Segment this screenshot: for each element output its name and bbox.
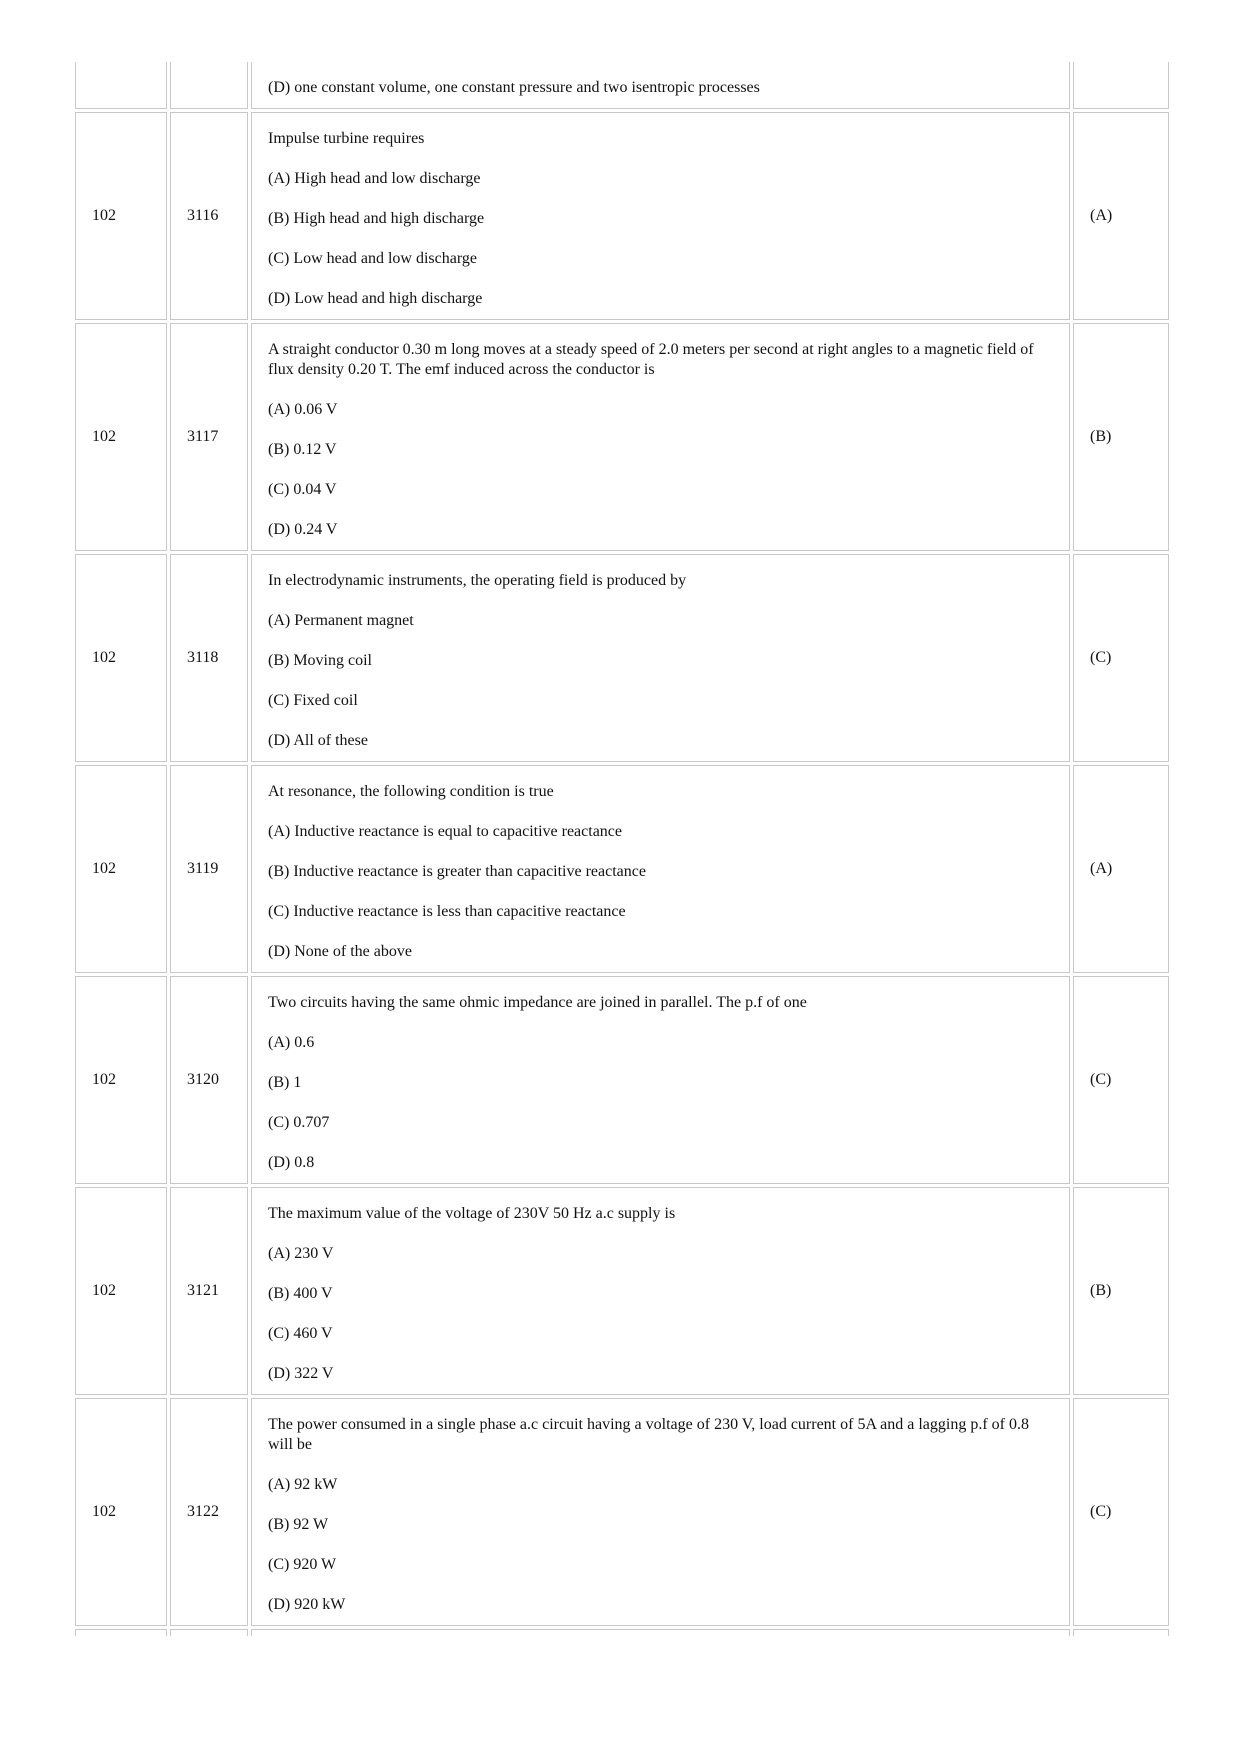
paper-cell: 102 bbox=[75, 112, 167, 320]
paper-cell: 102 bbox=[75, 765, 167, 973]
question-cell bbox=[251, 554, 1070, 762]
question-cell bbox=[251, 1398, 1070, 1626]
answer-cell bbox=[1073, 1629, 1169, 1636]
option-a: (A) 92 kW bbox=[268, 1476, 338, 1493]
question-id-cell bbox=[170, 62, 248, 109]
answer-cell: (A) bbox=[1073, 112, 1169, 320]
table-row bbox=[75, 554, 1169, 762]
answer-cell: (C) bbox=[1073, 1398, 1169, 1626]
option-d: (D) None of the above bbox=[268, 943, 412, 960]
answer-cell: (A) bbox=[1073, 765, 1169, 973]
question-id-cell: 3121 bbox=[170, 1187, 248, 1395]
option-a: (A) High head and low discharge bbox=[268, 170, 481, 187]
question-id-cell: 3116 bbox=[170, 112, 248, 320]
paper-cell: 102 bbox=[75, 1398, 167, 1626]
question-id-cell: 3118 bbox=[170, 554, 248, 762]
question-id-cell: 3119 bbox=[170, 765, 248, 973]
table-row-continuation bbox=[75, 1629, 1169, 1636]
question-cell bbox=[251, 112, 1070, 320]
option-b: (B) High head and high discharge bbox=[268, 210, 485, 227]
answer-cell: (B) bbox=[1073, 323, 1169, 551]
answer-cell: (C) bbox=[1073, 976, 1169, 1184]
question-cell bbox=[251, 62, 1070, 109]
option-c: (C) 920 W bbox=[268, 1556, 337, 1573]
table-row bbox=[75, 765, 1169, 973]
question-text: At resonance, the following condition is true bbox=[268, 783, 554, 800]
paper-cell bbox=[75, 62, 167, 109]
question-cell bbox=[251, 323, 1070, 551]
paper-cell: 102 bbox=[75, 976, 167, 1184]
option-d: (D) 920 kW bbox=[268, 1596, 346, 1613]
option-b: (B) 400 V bbox=[268, 1285, 333, 1302]
option-b: (B) Moving coil bbox=[268, 652, 372, 669]
option-d: (D) 322 V bbox=[268, 1365, 334, 1382]
question-id-cell bbox=[170, 1629, 248, 1636]
question-text: The power consumed in a single phase a.c circuit having a voltage of 230 V, load current of 5A and a lagging p.f of 0.8 will be bbox=[268, 1416, 1029, 1453]
question-cell bbox=[251, 765, 1070, 973]
option-b: (B) 1 bbox=[268, 1074, 302, 1091]
question-text: In electrodynamic instruments, the operating field is produced by bbox=[268, 572, 687, 589]
option-c: (C) 0.04 V bbox=[268, 481, 337, 498]
question-text: A straight conductor 0.30 m long moves at a steady speed of 2.0 meters per second at right angles to a magnetic field of flux density 0.20 T. The emf induced across the conductor is bbox=[268, 341, 1034, 378]
question-id-cell: 3122 bbox=[170, 1398, 248, 1626]
answer-cell bbox=[1073, 62, 1169, 109]
table-row bbox=[75, 1187, 1169, 1395]
question-text: Impulse turbine requires bbox=[268, 130, 425, 147]
option-c: (C) Inductive reactance is less than capacitive reactance bbox=[268, 903, 626, 920]
question-table bbox=[72, 59, 1172, 1639]
option-d: (D) Low head and high discharge bbox=[268, 290, 483, 307]
option-d: (D) one constant volume, one constant pressure and two isentropic processes bbox=[268, 79, 760, 96]
question-text: Two circuits having the same ohmic impedance are joined in parallel. The p.f of one bbox=[268, 994, 807, 1011]
option-c: (C) 460 V bbox=[268, 1325, 333, 1342]
option-a: (A) 230 V bbox=[268, 1245, 334, 1262]
question-id-cell: 3117 bbox=[170, 323, 248, 551]
option-a: (A) 0.06 V bbox=[268, 401, 338, 418]
option-d: (D) All of these bbox=[268, 732, 368, 749]
option-d: (D) 0.24 V bbox=[268, 521, 338, 538]
question-text: The maximum value of the voltage of 230V 50 Hz a.c supply is bbox=[268, 1205, 676, 1222]
question-cell bbox=[251, 976, 1070, 1184]
table-row bbox=[75, 112, 1169, 320]
paper-cell: 102 bbox=[75, 323, 167, 551]
option-d: (D) 0.8 bbox=[268, 1154, 315, 1171]
option-a: (A) Inductive reactance is equal to capacitive reactance bbox=[268, 823, 623, 840]
question-cell bbox=[251, 1629, 1070, 1636]
option-b: (B) 0.12 V bbox=[268, 441, 337, 458]
table-row bbox=[75, 62, 1169, 109]
table-row bbox=[75, 323, 1169, 551]
option-b: (B) Inductive reactance is greater than capacitive reactance bbox=[268, 863, 646, 880]
paper-cell bbox=[75, 1629, 167, 1636]
answer-cell: (B) bbox=[1073, 1187, 1169, 1395]
question-cell bbox=[251, 1187, 1070, 1395]
option-a: (A) 0.6 bbox=[268, 1034, 315, 1051]
option-c: (C) Fixed coil bbox=[268, 692, 358, 709]
table-row bbox=[75, 976, 1169, 1184]
answer-cell: (C) bbox=[1073, 554, 1169, 762]
paper-cell: 102 bbox=[75, 554, 167, 762]
option-b: (B) 92 W bbox=[268, 1516, 329, 1533]
paper-cell: 102 bbox=[75, 1187, 167, 1395]
option-a: (A) Permanent magnet bbox=[268, 612, 414, 629]
option-c: (C) 0.707 bbox=[268, 1114, 330, 1131]
table-row bbox=[75, 1398, 1169, 1626]
option-c: (C) Low head and low discharge bbox=[268, 250, 477, 267]
question-id-cell: 3120 bbox=[170, 976, 248, 1184]
